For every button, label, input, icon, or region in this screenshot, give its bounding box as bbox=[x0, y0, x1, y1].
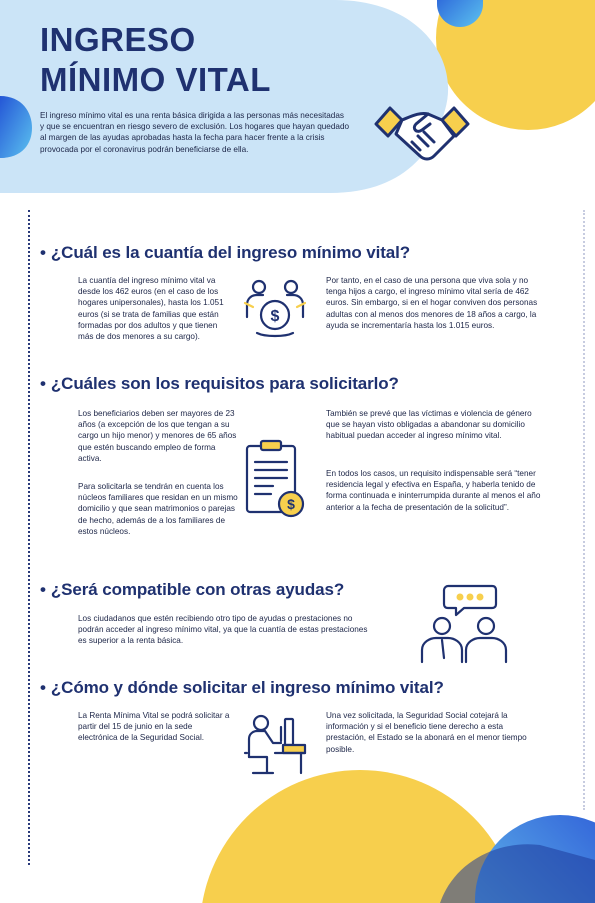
section-bullet: • bbox=[40, 374, 46, 393]
intro-text: El ingreso mínimo vital es una renta básica dirigida a las personas más necesitadas y que se encuentran en riesgo severo de exclusión. Los hogares que hayan quedado al margen de las ayudas aprobadas hasta la fecha para hacer frente a la crisis provocada por el coronavirus podrán beneficiarse de ella. bbox=[40, 111, 350, 154]
section-bullet: • bbox=[40, 243, 46, 262]
section-bullet: • bbox=[40, 678, 46, 697]
section-2-right-text-2: En todos los casos, un requisito indispensable será “tener residencia legal y efectiva en España, y haberla tenido de forma continuada e ininterrumpida durante al menos el año anterior a la fecha de presentación de la solicitud”. bbox=[326, 469, 541, 512]
section-2-right-text-1: También se prevé que las víctimas e violencia de género que se hayan visto obligadas a abandonar su domicilio habitual puedan acceder al ingreso mínimo vital. bbox=[326, 409, 532, 441]
family-money-icon bbox=[243, 277, 307, 339]
dotted-line-left bbox=[28, 210, 30, 865]
people-chat-icon bbox=[418, 582, 510, 664]
section-1-right-text: Por tanto, en el caso de una persona que viva sola y no tenga hijos a cargo, el ingreso mínimo vital sería de 462 euros. Sin embargo, si en el hogar conviven dos personas adultas con al menos dos menores de 18 años a cargo, la ayuda se incrementaría hasta los 1.015 euros. bbox=[326, 276, 538, 330]
section-4-title: • ¿Cómo y dónde solicitar el ingreso mínimo vital? bbox=[40, 678, 444, 697]
page-title-line1: INGRESO bbox=[40, 21, 196, 58]
section-4-left-text: La Renta Mínima Vital se podrá solicitar a partir del 15 de junio en la sede electrónica de la Seguridad Social. bbox=[78, 711, 230, 743]
section-1-title: • ¿Cuál es la cuantía del ingreso mínimo vital? bbox=[40, 243, 411, 262]
section-3-text: Los ciudadanos que estén recibiendo otro tipo de ayudas o prestaciones no podrán acceder al ingreso mínimo vital, ya que la cuantía de estas prestaciones es superior a la renta básica. bbox=[78, 614, 368, 646]
page-title-line2: MÍNIMO VITAL bbox=[40, 61, 271, 98]
computer-user-icon bbox=[243, 713, 307, 777]
section-3-title: • ¿Será compatible con otras ayudas? bbox=[40, 580, 345, 599]
svg-text:$: $ bbox=[287, 496, 295, 512]
document-money-icon bbox=[243, 438, 309, 520]
section-4-right-text: Una vez solicitada, la Seguridad Social cotejará la información y si el beneficio tiene derecho a esta prestación, el Estado se la abonará en el menor tiempo posible. bbox=[326, 711, 527, 754]
section-bullet: • bbox=[40, 580, 46, 599]
section-2-left-text-1: Los beneficiarios deben ser mayores de 23 años (a excepción de los que tengan a su cargo un hijo menor) y menores de 65 años que estén buscando empleo de forma activa. bbox=[78, 409, 237, 463]
svg-text:$: $ bbox=[270, 308, 280, 325]
section-1-left-text: La cuantía del ingreso mínimo vital va desde los 462 euros (en el caso de los hogares unipersonales), hasta los 1.051 euros (si se trata de familias que están formadas por dos adultos y que tienen más de dos menores a su cargo). bbox=[78, 276, 224, 342]
section-2-left-text-2: Para solicitarla se tendrán en cuenta los núcleos familiares que residan en un mismo domicilio y que sean matrimonios o parejas de hecho, además de a los familiares de estos núcleos. bbox=[78, 482, 238, 536]
section-2-title: • ¿Cuáles son los requisitos para solicitarlo? bbox=[40, 374, 399, 393]
handshake-icon bbox=[372, 98, 472, 173]
dotted-line-right bbox=[583, 210, 585, 810]
